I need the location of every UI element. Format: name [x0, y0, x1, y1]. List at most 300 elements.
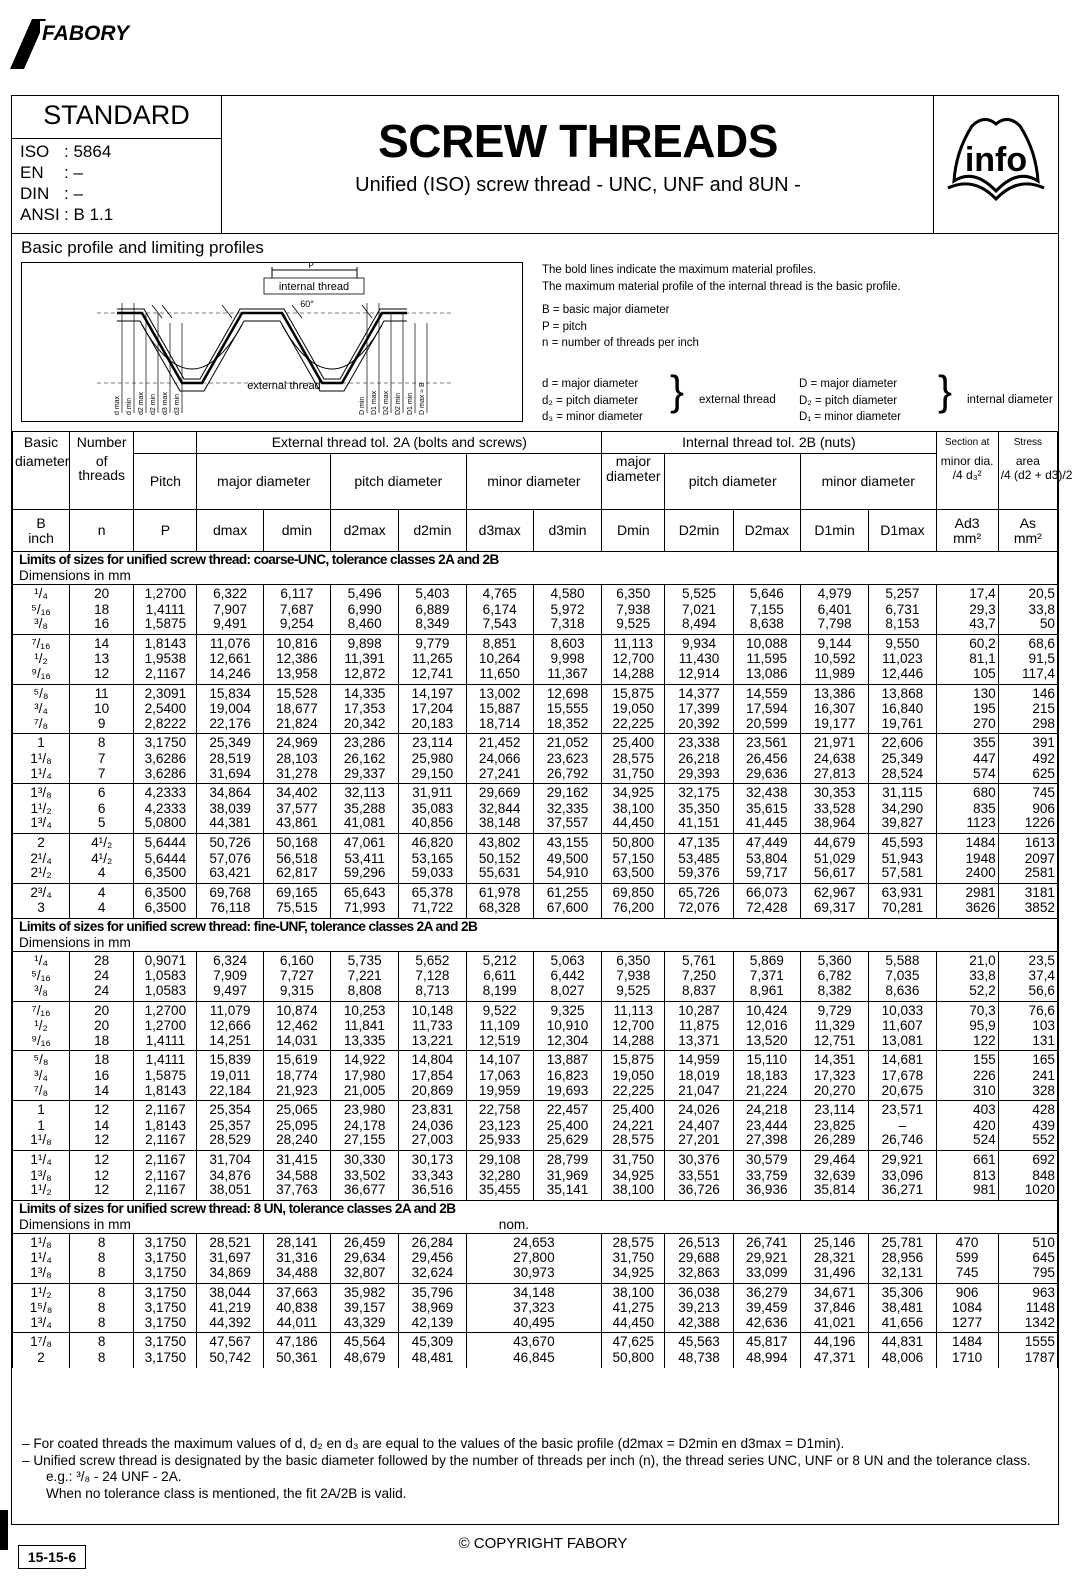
- table-cell: 32,175: [665, 784, 733, 802]
- table-cell: 18,774: [263, 1069, 330, 1084]
- table-cell: 14,559: [733, 684, 800, 702]
- table-cell: 65,726: [665, 883, 733, 901]
- table-cell: 9,491: [197, 617, 263, 634]
- table-cell: 14,922: [331, 1051, 399, 1069]
- table-row: [13, 1183, 1058, 1200]
- table-cell: 12,700: [602, 1019, 665, 1034]
- table-cell: 9,934: [665, 634, 733, 652]
- table-cell: 1¹/₈: [13, 1133, 70, 1150]
- external-definitions: [542, 376, 643, 426]
- table-cell: 1,4111: [134, 603, 197, 618]
- table-cell: 59,376: [665, 866, 733, 883]
- table-cell: 10,088: [733, 634, 800, 652]
- table-cell: 54,910: [533, 866, 601, 883]
- info-book-icon: [934, 96, 1058, 233]
- table-cell: 70,281: [869, 901, 936, 918]
- table-cell: 26,792: [533, 767, 601, 784]
- table-cell: 7,318: [533, 617, 601, 634]
- table-cell: 1,9538: [134, 652, 197, 667]
- table-cell: 21,452: [466, 734, 533, 752]
- table-cell: 8,199: [466, 984, 533, 1001]
- table-cell: 46,820: [399, 833, 466, 851]
- table-cell: 9: [70, 717, 134, 734]
- table-cell: 9,144: [800, 634, 868, 652]
- table-cell: 68,328: [466, 901, 533, 918]
- table-cell: 36,279: [733, 1283, 800, 1301]
- table-cell: 35,796: [399, 1283, 466, 1301]
- table-cell: 7: [70, 767, 134, 784]
- table-cell: 13,335: [331, 1034, 399, 1051]
- table-cell: 1484: [936, 1333, 998, 1351]
- page-subtitle: Unified (ISO) screw thread - UNC, UNF and 8UN -: [355, 174, 801, 196]
- table-cell: 10,910: [533, 1019, 601, 1034]
- table-cell: 13,386: [800, 684, 868, 702]
- table-cell: 75,515: [263, 901, 330, 918]
- table-cell: 10,148: [399, 1001, 466, 1019]
- table-cell: 57,150: [602, 852, 665, 867]
- table-cell: 35,083: [399, 802, 466, 817]
- standard-list: [20, 141, 113, 225]
- table-cell: 70,3: [936, 1001, 998, 1019]
- table-cell: 12: [70, 667, 134, 684]
- table-cell: 25,146: [800, 1233, 868, 1251]
- table-cell: 16: [70, 1069, 134, 1084]
- table-cell: 8: [70, 734, 134, 752]
- table-cell: 41,081: [331, 816, 399, 833]
- table-cell: 34,588: [263, 1169, 330, 1184]
- table-cell: ⁵/₁₆: [13, 603, 70, 618]
- table-cell: 42,139: [399, 1316, 466, 1333]
- table-cell: 19,177: [800, 717, 868, 734]
- table-cell: 1787: [998, 1351, 1057, 1368]
- table-cell: 44,679: [800, 833, 868, 851]
- head-symbol: [733, 510, 800, 552]
- table-cell: 11,989: [800, 667, 868, 684]
- table-cell: 6,174: [466, 603, 533, 618]
- table-cell: 32,624: [399, 1266, 466, 1283]
- table-cell: 17,204: [399, 702, 466, 717]
- table-cell: 963: [998, 1283, 1057, 1301]
- head-major: major: [615, 453, 651, 469]
- external-thread-label-legend: external thread: [699, 394, 776, 406]
- table-cell: 9,525: [602, 984, 665, 1001]
- table-cell: 41,219: [197, 1301, 263, 1316]
- table-cell: 6,401: [800, 603, 868, 618]
- table-cell: 1⁷/₈: [13, 1333, 70, 1351]
- table-cell: 5,525: [665, 585, 733, 603]
- table-cell: 25,781: [869, 1233, 936, 1251]
- table-cell: 36,726: [665, 1183, 733, 1200]
- definitions-list: [542, 302, 901, 352]
- head-symbol: [197, 510, 263, 552]
- table-cell: 14,107: [466, 1051, 533, 1069]
- table-cell: 59,717: [733, 866, 800, 883]
- standard-item: [20, 204, 113, 225]
- table-cell: 1,2700: [134, 1019, 197, 1034]
- table-cell: 14,335: [331, 684, 399, 702]
- table-cell: 32,844: [466, 802, 533, 817]
- table-cell: 23,286: [331, 734, 399, 752]
- table-cell: 21,824: [263, 717, 330, 734]
- table-cell: 2¹/₄: [13, 852, 70, 867]
- table-cell: 67,600: [533, 901, 601, 918]
- symbol-unit: mm²: [953, 529, 982, 546]
- table-cell: 1,2700: [134, 1001, 197, 1019]
- fabory-logo: [10, 14, 150, 74]
- table-cell: 10,592: [800, 652, 868, 667]
- angle-label: 60°: [300, 299, 314, 309]
- table-cell: 19,693: [533, 1084, 601, 1101]
- table-row: [13, 866, 1058, 883]
- definition-item: n = number of threads per inch: [542, 337, 699, 349]
- table-cell: 30,376: [665, 1151, 733, 1169]
- table-cell: 6,442: [533, 969, 601, 984]
- table-cell: 62,967: [800, 883, 868, 901]
- table-cell: 26,218: [665, 752, 733, 767]
- table-cell: 4: [70, 883, 134, 901]
- table-cell: 0,9071: [134, 951, 197, 969]
- table-cell: 95,9: [936, 1019, 998, 1034]
- table-cell: 4,2333: [134, 784, 197, 802]
- table-cell: 11,391: [331, 652, 399, 667]
- table-cell: 29,337: [331, 767, 399, 784]
- table-cell: 5,6444: [134, 833, 197, 851]
- table-cell: 21,052: [533, 734, 601, 752]
- table-cell: 146: [998, 684, 1057, 702]
- table-cell: 29,108: [466, 1151, 533, 1169]
- table-cell: 492: [998, 752, 1057, 767]
- table-cell: 10,874: [263, 1001, 330, 1019]
- table-cell: 5,761: [665, 951, 733, 969]
- table-cell: 1613: [998, 833, 1057, 851]
- table-cell: 40,495: [466, 1316, 602, 1333]
- head-ad3-formula: /4 d₃²: [952, 468, 982, 483]
- thread-profile-diagram: [21, 262, 523, 422]
- table-cell: 9,550: [869, 634, 936, 652]
- table-cell: 26,741: [733, 1233, 800, 1251]
- table-cell: 7,938: [602, 969, 665, 984]
- table-cell: 6: [70, 802, 134, 817]
- table-cell: 28,519: [197, 752, 263, 767]
- table-cell: 11,113: [602, 1001, 665, 1019]
- head-external-group: External thread tol. 2A (bolts and screws): [197, 432, 602, 454]
- table-row: [13, 585, 1058, 603]
- table-cell: 745: [936, 1266, 998, 1283]
- table-cell: 39,157: [331, 1301, 399, 1316]
- table-cell: 43,861: [263, 816, 330, 833]
- table-cell: 11: [70, 684, 134, 702]
- table-cell: 4,2333: [134, 802, 197, 817]
- table-cell: 31,115: [869, 784, 936, 802]
- table-cell: 3,1750: [134, 1266, 197, 1283]
- table-cell: 29,669: [466, 784, 533, 802]
- table-cell: 48,481: [399, 1351, 466, 1368]
- table-cell: 65,643: [331, 883, 399, 901]
- table-cell: 11,113: [602, 634, 665, 652]
- table-cell: 6,324: [197, 951, 263, 969]
- table-cell: 2: [13, 833, 70, 851]
- table-cell: ⁷/₈: [13, 1084, 70, 1101]
- table-cell: 27,813: [800, 767, 868, 784]
- table-cell: 2981: [936, 883, 998, 901]
- table-cell: 165: [998, 1051, 1057, 1069]
- table-cell: 3,1750: [134, 1333, 197, 1351]
- table-cell: 37,557: [533, 816, 601, 833]
- table-cell: 9,898: [331, 634, 399, 652]
- table-cell: 470: [936, 1233, 998, 1251]
- table-cell: ¹/₄: [13, 951, 70, 969]
- table-cell: 5,0800: [134, 816, 197, 833]
- external-thread-label: external thread: [247, 380, 321, 392]
- table-cell: 12: [70, 1101, 134, 1119]
- table-cell: 29,636: [733, 767, 800, 784]
- table-cell: 12,462: [263, 1019, 330, 1034]
- table-cell: 60,2: [936, 634, 998, 652]
- table-cell: 15,528: [263, 684, 330, 702]
- symbol-label: Ad3: [954, 514, 980, 531]
- table-cell: 6,350: [602, 951, 665, 969]
- table-cell: 2097: [998, 852, 1057, 867]
- table-cell: 38,039: [197, 802, 263, 817]
- table-cell: 40,838: [263, 1301, 330, 1316]
- table-cell: 4,580: [533, 585, 601, 603]
- table-cell: 12: [70, 1183, 134, 1200]
- table-row: [13, 1301, 1058, 1316]
- table-cell: 32,113: [331, 784, 399, 802]
- table-cell: 4: [70, 866, 134, 883]
- table-cell: 1226: [998, 816, 1057, 833]
- internal-diameter-label: internal diameter: [967, 394, 1053, 406]
- table-row: [13, 1233, 1058, 1251]
- table-cell: 45,593: [869, 833, 936, 851]
- symbol-label: dmin: [281, 522, 313, 539]
- table-cell: 12,386: [263, 652, 330, 667]
- table-cell: 625: [998, 767, 1057, 784]
- table-cell: 1: [13, 1119, 70, 1134]
- table-cell: 36,936: [733, 1183, 800, 1200]
- table-cell: 17,854: [399, 1069, 466, 1084]
- table-cell: 46,845: [466, 1351, 602, 1368]
- table-cell: 10,264: [466, 652, 533, 667]
- table-row: [13, 684, 1058, 702]
- right-dimension-mark: D2 min: [395, 392, 402, 415]
- table-cell: 18,019: [665, 1069, 733, 1084]
- table-cell: 33,528: [800, 802, 868, 817]
- definition-item: B = basic major diameter: [542, 304, 670, 316]
- table-cell: 195: [936, 702, 998, 717]
- table-cell: 5,588: [869, 951, 936, 969]
- table-cell: 33,8: [998, 603, 1057, 618]
- table-cell: 34,925: [602, 784, 665, 802]
- table-cell: 2,5400: [134, 702, 197, 717]
- table-cell: 43,155: [533, 833, 601, 851]
- table-cell: 28,524: [869, 767, 936, 784]
- table-cell: 28,799: [533, 1151, 601, 1169]
- table-cell: 1³/₄: [13, 1316, 70, 1333]
- table-cell: 12,519: [466, 1034, 533, 1051]
- table-cell: 17,678: [869, 1069, 936, 1084]
- table-cell: 15,875: [602, 684, 665, 702]
- table-cell: 906: [936, 1283, 998, 1301]
- table-row: [13, 603, 1058, 618]
- table-cell: 20,5: [998, 585, 1057, 603]
- table-cell: 13,221: [399, 1034, 466, 1051]
- table-cell: 3,1750: [134, 1301, 197, 1316]
- head-symbol: [466, 510, 533, 552]
- table-cell: 9,525: [602, 617, 665, 634]
- table-cell: 25,349: [869, 752, 936, 767]
- table-cell: 310: [936, 1084, 998, 1101]
- table-cell: 4¹/₂: [70, 833, 134, 851]
- table-cell: 1,8143: [134, 1119, 197, 1134]
- table-cell: 745: [998, 784, 1057, 802]
- table-cell: 12,016: [733, 1019, 800, 1034]
- table-cell: 122: [936, 1034, 998, 1051]
- internal-definition: D₂ = pitch diameter: [799, 394, 898, 407]
- table-cell: 8,961: [733, 984, 800, 1001]
- table-row: [13, 734, 1058, 752]
- table-cell: 30,330: [331, 1151, 399, 1169]
- table-cell: 17,4: [936, 585, 998, 603]
- table-cell: 34,402: [263, 784, 330, 802]
- table-cell: 1¹/₄: [13, 1151, 70, 1169]
- table-cell: 12,741: [399, 667, 466, 684]
- table-row: [13, 717, 1058, 734]
- table-cell: 42,388: [665, 1316, 733, 1333]
- table-cell: 25,349: [197, 734, 263, 752]
- right-dimension-mark: D2 max: [383, 390, 390, 415]
- symbol-label: dmax: [212, 522, 248, 539]
- table-cell: 28,956: [869, 1251, 936, 1266]
- table-row: [13, 1034, 1058, 1051]
- table-row: [13, 1169, 1058, 1184]
- table-cell: 11,109: [466, 1019, 533, 1034]
- table-cell: 52,2: [936, 984, 998, 1001]
- table-cell: 19,050: [602, 1069, 665, 1084]
- table-cell: 34,869: [197, 1266, 263, 1283]
- table-cell: 18,677: [263, 702, 330, 717]
- standard-value: 5864: [73, 142, 112, 161]
- table-cell: 14,288: [602, 667, 665, 684]
- head-number-of: [70, 454, 134, 510]
- table-cell: 41,151: [665, 816, 733, 833]
- table-cell: 31,697: [197, 1251, 263, 1266]
- table-cell: 795: [998, 1266, 1057, 1283]
- table-cell: 6,611: [466, 969, 533, 984]
- table-cell: 25,354: [197, 1101, 263, 1119]
- table-cell: 9,315: [263, 984, 330, 1001]
- table-cell: ⁵/₁₆: [13, 969, 70, 984]
- standard-key: EN: [20, 163, 44, 182]
- table-cell: 20,599: [733, 717, 800, 734]
- table-cell: 11,265: [399, 652, 466, 667]
- table-cell: 8: [70, 1251, 134, 1266]
- table-cell: 215: [998, 702, 1057, 717]
- table-cell: 24: [70, 969, 134, 984]
- table-cell: 1¹/₄: [13, 1251, 70, 1266]
- table-cell: ⁵/₈: [13, 684, 70, 702]
- table-cell: 68,6: [998, 634, 1057, 652]
- table-cell: 57,076: [197, 852, 263, 867]
- table-cell: 7,035: [869, 969, 936, 984]
- table-cell: 6,3500: [134, 883, 197, 901]
- table-cell: 1⁵/₈: [13, 1301, 70, 1316]
- table-cell: 21,047: [665, 1084, 733, 1101]
- footnote: – Unified screw thread is designated by the basic diameter followed by the number of threads per inch (n), the thread series UNC, UNF or 8 UN and the tolerance class.: [22, 1452, 1031, 1468]
- table-cell: 5,972: [533, 603, 601, 618]
- table-cell: 1,4111: [134, 1034, 197, 1051]
- table-cell: 10,033: [869, 1001, 936, 1019]
- table-cell: 29,634: [331, 1251, 399, 1266]
- table-cell: 661: [936, 1151, 998, 1169]
- table-cell: 8,603: [533, 634, 601, 652]
- table-cell: 14,197: [399, 684, 466, 702]
- table-cell: 21,0: [936, 951, 998, 969]
- table-cell: 8,460: [331, 617, 399, 634]
- table-cell: 47,186: [263, 1333, 330, 1351]
- table-cell: 38,148: [466, 816, 533, 833]
- table-cell: 7,221: [331, 969, 399, 984]
- table-cell: 47,625: [602, 1333, 665, 1351]
- table-cell: 42,636: [733, 1316, 800, 1333]
- table-row: [13, 617, 1058, 634]
- table-cell: 47,371: [800, 1351, 868, 1368]
- definition-item: P = pitch: [542, 320, 587, 333]
- table-cell: 12,666: [197, 1019, 263, 1034]
- head-symbol: [13, 510, 70, 552]
- table-cell: 20: [70, 585, 134, 603]
- section-nom: nom.: [498, 1216, 530, 1232]
- head-basic: Basic: [13, 432, 70, 454]
- table-row: [13, 1069, 1058, 1084]
- right-dimension-mark: D min: [359, 396, 366, 415]
- table-cell: 35,615: [733, 802, 800, 817]
- head-symbol: [70, 510, 134, 552]
- table-row: [13, 816, 1058, 833]
- table-cell: 1,2700: [134, 585, 197, 603]
- table-cell: 35,288: [331, 802, 399, 817]
- table-cell: 5,496: [331, 585, 399, 603]
- table-cell: 9,729: [800, 1001, 868, 1019]
- table-cell: –: [869, 1119, 936, 1134]
- standard-item: [20, 162, 113, 183]
- table-cell: 24,653: [466, 1233, 602, 1251]
- table-cell: 3,6286: [134, 752, 197, 767]
- head-as-formula: /4 (d2 + d3)/2: [1000, 468, 1073, 483]
- table-cell: 22,225: [602, 717, 665, 734]
- table-cell: 1,4111: [134, 1051, 197, 1069]
- table-cell: 20,675: [869, 1084, 936, 1101]
- table-cell: 26,289: [800, 1133, 868, 1150]
- table-cell: 38,100: [602, 802, 665, 817]
- table-cell: 835: [936, 802, 998, 817]
- table-cell: 15,619: [263, 1051, 330, 1069]
- table-cell: 35,141: [533, 1183, 601, 1200]
- table-cell: 69,850: [602, 883, 665, 901]
- table-cell: 66,073: [733, 883, 800, 901]
- section-dimensions: Dimensions in mm: [19, 934, 131, 950]
- table-cell: 8: [70, 1351, 134, 1368]
- left-dimension-mark: d3 max: [162, 392, 169, 415]
- table-cell: 117,4: [998, 667, 1057, 684]
- table-cell: ³/₄: [13, 702, 70, 717]
- table-row: [13, 802, 1058, 817]
- head-section-at: Section at: [936, 432, 998, 454]
- table-row: [13, 634, 1058, 652]
- table-cell: 2,1167: [134, 667, 197, 684]
- table-cell: 14,681: [869, 1051, 936, 1069]
- table-cell: 14,031: [263, 1034, 330, 1051]
